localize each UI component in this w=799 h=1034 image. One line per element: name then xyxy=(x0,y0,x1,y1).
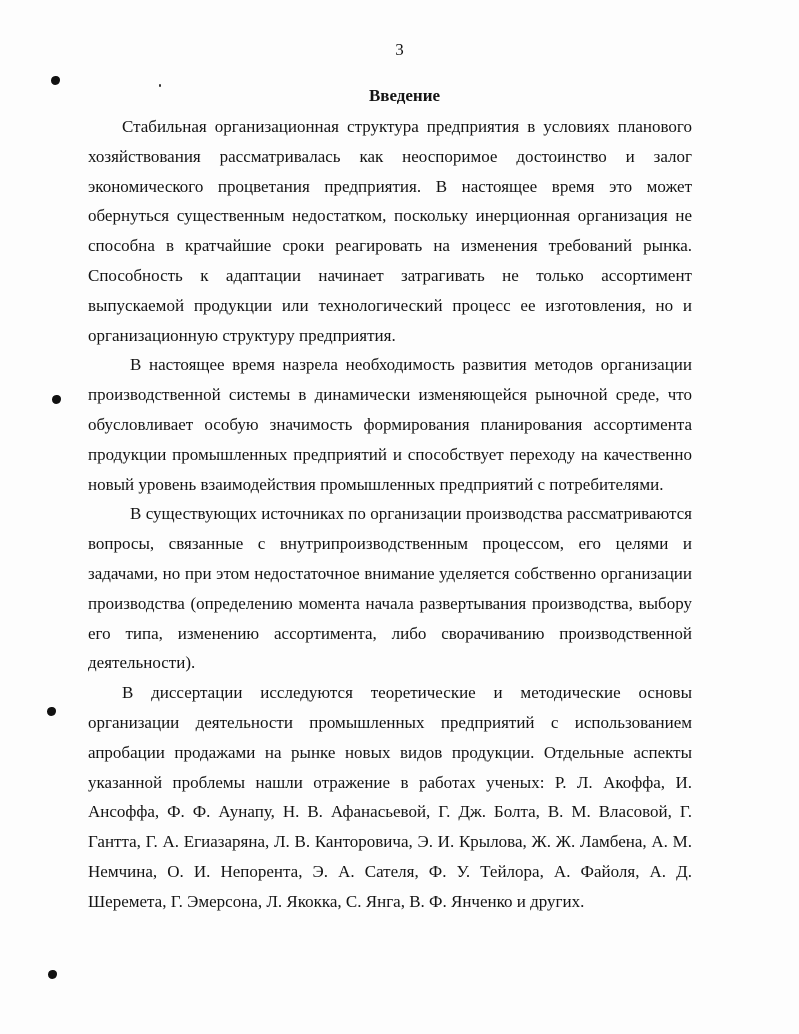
scan-mark xyxy=(52,395,61,404)
paragraph-1: Стабильная организационная структура предприятия в условиях планового хозяйствования рассматривалась как неоспоримое достоинство и залог экономического процветания предприятия. В настоящее время это может обернуться существенным недостатком, поскольку инерционная организация не способна в кратчайшие сроки реагировать на изменения требований рынка. Способность к адаптации начинает затрагивать не только ассортимент выпускаемой продукции или технологический процесс ее изготовления, но и организационную структуру предприятия. xyxy=(88,117,692,345)
page-number: 3 xyxy=(395,40,404,59)
scan-mark xyxy=(48,970,57,979)
paragraph-2: В настоящее время назрела необходимость развития методов организации производственной системы в динамически изменяющейся рыночной среде, что обусловливает особую значимость формирования планирования ассортимента продукции промышленных предприятий и способствует переходу на качественно новый уровень взаимодействия промышленных предприятий с потребителями. xyxy=(88,355,692,494)
scan-mark xyxy=(47,707,56,716)
paragraph-4: В диссертации исследуются теоретические и методические основы организации деятельности промышленных предприятий с использованием апробации продажами на рынке новых видов продукции. Отдельные аспекты указанной проблемы нашли отражение в работах ученых: Р. Л. Акоффа, И. Ансоффа, Ф. Ф. Аунапу, Н. В. Афанасьевой, Г. Дж. Болта, В. М. Власовой, Г. Гантта, Г. А. Егиазаряна, Л. В. Канторовича, Э. И. Крылова, Ж. Ж. Ламбена, А. М. Немчина, О. И. Непорента, Э. А. Сателя, Ф. У. Тейлора, А. Файоля, А. Д. Шеремета, Г. Эмерсона, Л. Якокка, С. Янга, В. Ф. Янченко и других. xyxy=(88,683,692,911)
scan-speck xyxy=(159,84,161,87)
scan-mark xyxy=(51,76,60,85)
body-text xyxy=(88,112,692,917)
paragraph-3: В существующих источниках по организации производства рассматриваются вопросы, связанные с внутрипроизводственным процессом, его целями и задачами, но при этом недостаточное внимание уделяется собственно организации производства (определению момента начала развертывания производства, выбору его типа, изменению ассортимента, либо сворачиванию производственной деятельности). xyxy=(88,504,692,673)
section-heading: Введение xyxy=(368,86,441,105)
